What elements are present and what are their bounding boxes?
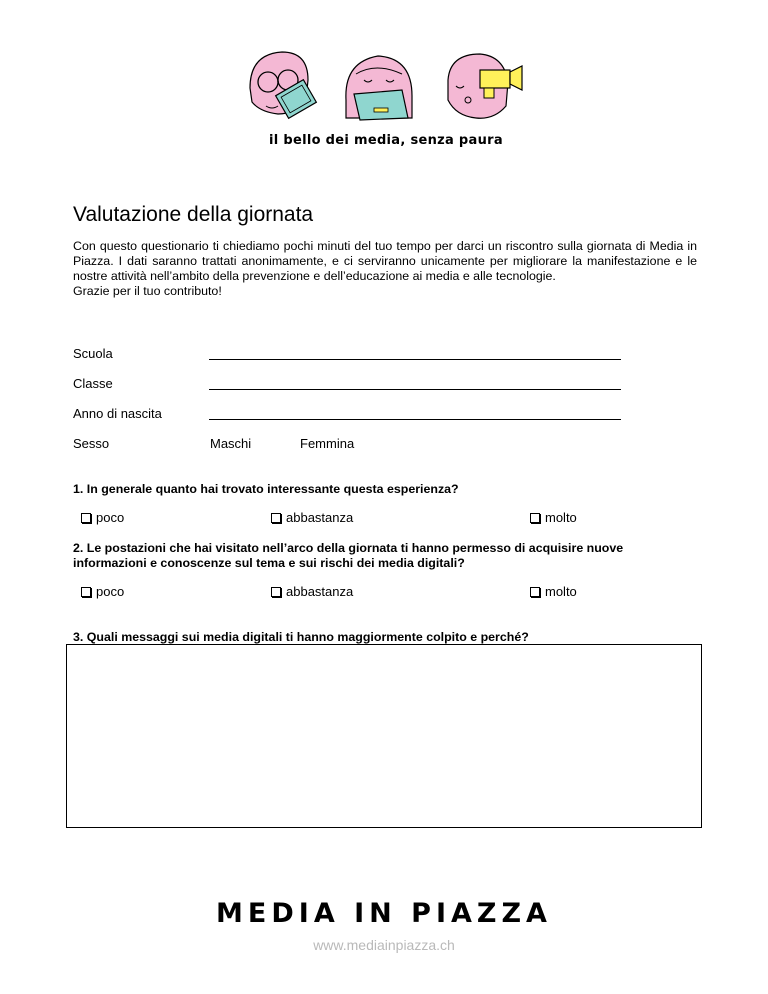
girl-tablet-icon [250,52,316,118]
illustration-logo [236,40,536,170]
checkbox-icon[interactable] [530,587,540,597]
birth-year-line[interactable] [209,419,621,420]
q1-option-label: abbastanza [286,510,354,525]
sex-label: Sesso [73,436,110,451]
q1-option-poco[interactable] [81,510,124,525]
question-2-options [81,584,641,600]
checkbox-icon[interactable] [81,587,91,597]
checkbox-icon[interactable] [530,513,540,523]
school-line[interactable] [209,359,621,360]
sex-option-female[interactable]: Femmina [300,436,355,451]
sex-option-male[interactable]: Maschi [210,436,252,451]
footer-url[interactable]: www.mediainpiazza.ch [313,937,455,953]
class-line[interactable] [209,389,621,390]
checkbox-icon[interactable] [271,587,281,597]
birth-year-label: Anno di nascita [73,406,162,421]
tagline: il bello dei media, senza paura [269,133,503,148]
brand-logo-text: MEDIA IN PIAZZA [216,898,552,929]
thanks-text: Grazie per il tuo contributo! [73,284,222,298]
q2-option-label: abbastanza [286,584,354,599]
q1-option-label: poco [96,510,125,525]
question-3: 3. Quali messaggi sui media digitali ti hanno maggiormente colpito e perché? [73,630,529,644]
question-2: 2. Le postazioni che hai visitato nell’arco della giornata ti hanno permesso di acquisire nuove informazioni e conoscenze sul tema e sui rischi dei media digitali? [73,541,624,570]
class-label: Classe [73,376,113,391]
q2-option-molto[interactable] [530,584,577,599]
school-label: Scuola [73,346,113,361]
checkbox-icon[interactable] [271,513,281,523]
girl-laptop-icon [346,56,412,120]
page-title: Valutazione della giornata [73,203,314,226]
girl-camera-icon [448,54,522,118]
checkbox-icon[interactable] [81,513,91,523]
q1-option-abbastanza[interactable] [271,510,353,525]
intro-paragraph: Con questo questionario ti chiediamo pochi minuti del tuo tempo per darci un riscontro sulla giornata di Media in Piazza. I dati saranno trattati anonimamente, e ci serviranno unicamente per migliorare la manifestazione e le nostre attività nell’ambito della prevenzione e dell’educazione ai media e alle tecnologie. [73,239,697,283]
question-1-options [81,510,641,526]
q2-option-label: molto [545,584,577,599]
question-1: 1. In generale quanto hai trovato interessante questa esperienza? [73,482,459,496]
q2-option-label: poco [96,584,125,599]
q2-option-abbastanza[interactable] [271,584,353,599]
intro-text [73,239,697,299]
q2-option-poco[interactable] [81,584,124,599]
answer-textarea[interactable] [66,644,702,828]
q1-option-molto[interactable] [530,510,577,525]
q1-option-label: molto [545,510,577,525]
